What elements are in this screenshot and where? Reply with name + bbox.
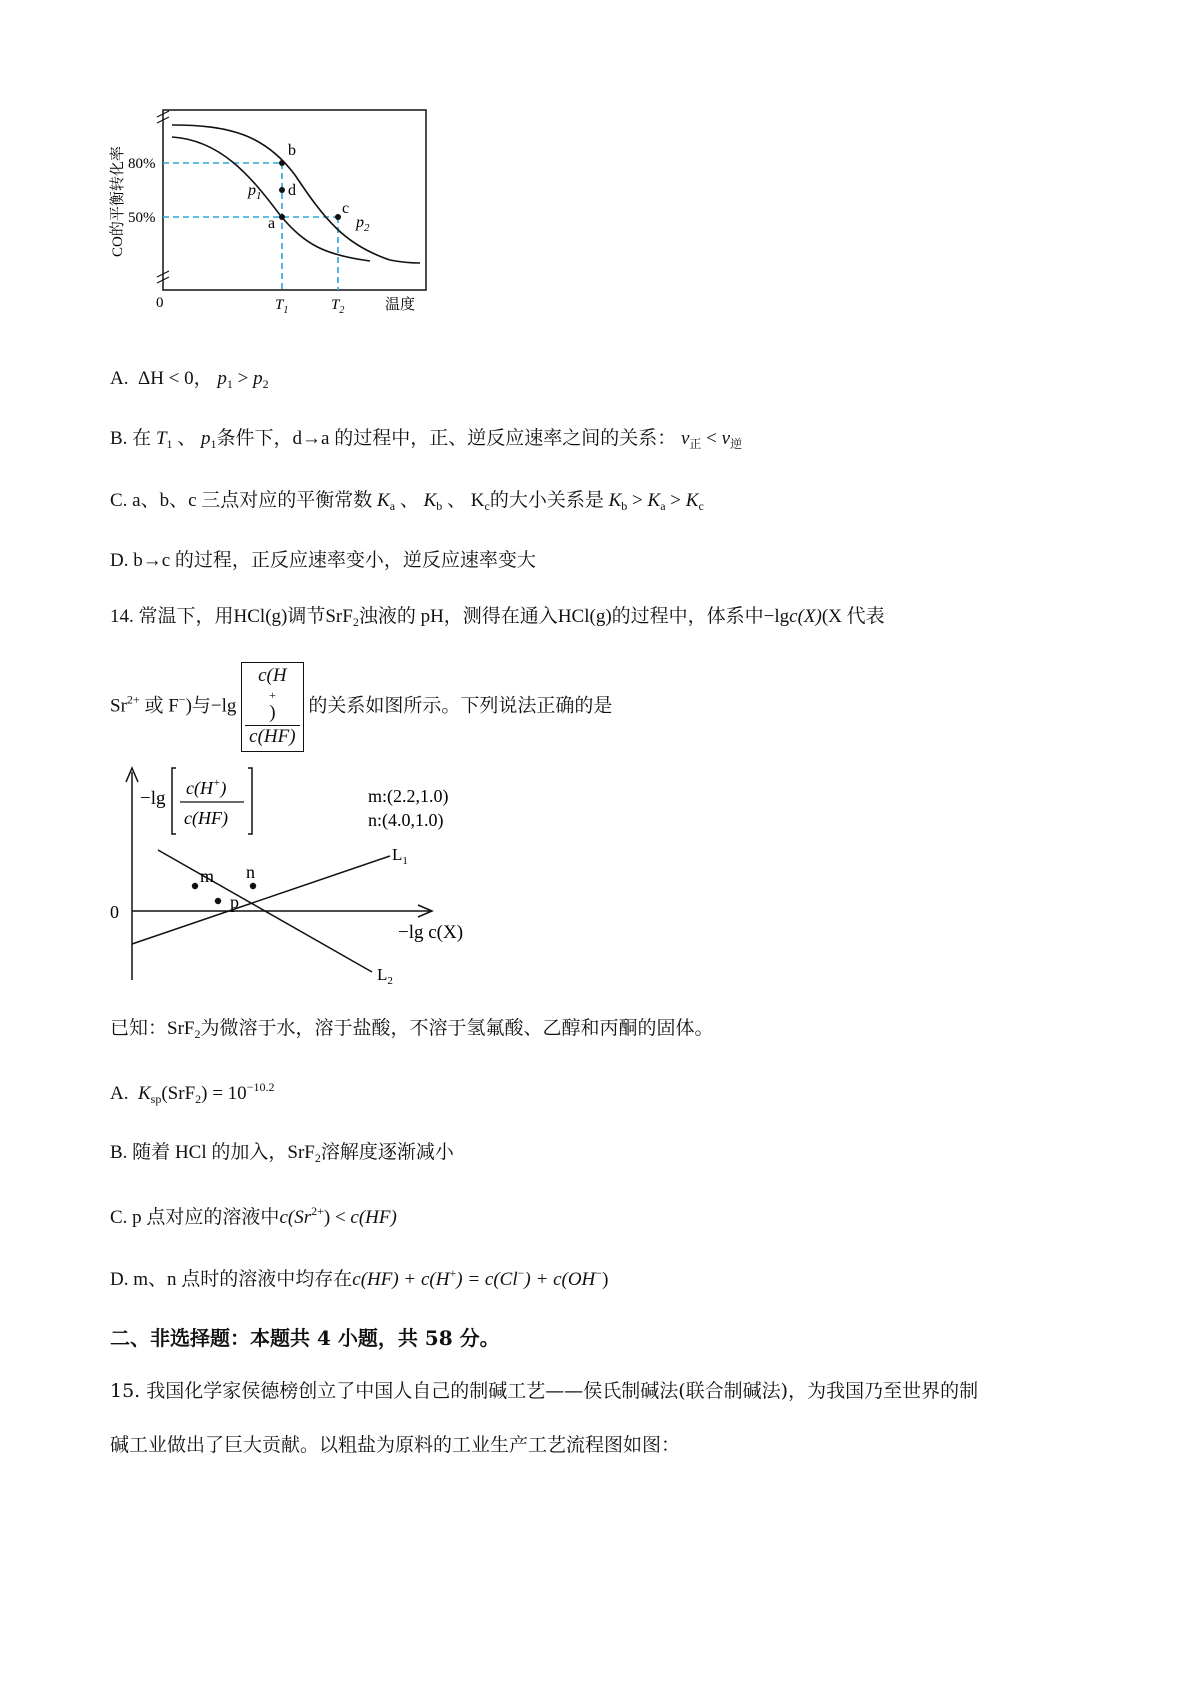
figure-lg-lines: [100, 760, 520, 990]
point-n: [250, 883, 256, 889]
svg-text:c(H+): c(H+): [186, 777, 227, 798]
origin-label: 0: [156, 295, 164, 311]
section-heading: 二、非选择题：本题共 4 小题，共 58 分。: [110, 1326, 500, 1350]
svg-text:p1: $p_1$: [248, 182, 262, 202]
label-a: a: [268, 215, 276, 232]
y-label-prefix: −lg: [140, 788, 166, 809]
point-m: [192, 883, 198, 889]
q13-option-b: B. 在 $T_1$ 、 $p_1$条件下，d→a 的过程中，正、逆反应速率之间的关系： $v_正 < v_逆$: [110, 428, 743, 451]
label-c: c: [342, 200, 350, 217]
svg-text:L1: $L_1$: [392, 845, 408, 867]
tick-T2: T: [331, 297, 340, 313]
x-axis-label: 温度: [385, 297, 416, 313]
y-frac-bottom: c(HF): [184, 808, 228, 828]
point-d: [279, 187, 285, 193]
label-m: m: [200, 866, 215, 886]
q13-option-c: C. a、b、c 三点对应的平衡常数 $K_a$ 、 $K_b$ 、 $K_c$的大小关系是 $K_b > K_a > K_c$: [110, 490, 704, 513]
n-coord: n:(4.0,1.0): [368, 810, 444, 830]
point-a: [279, 214, 285, 220]
y-axis-label: CO的平衡转化率: [110, 146, 126, 257]
origin-0: 0: [110, 902, 119, 922]
label-p1: p: [248, 182, 256, 199]
q14-stem-line2: $Sr^{2+}$ 或 F−)与−lg c(H + ) c(HF) 的关系如图所示。下列说法正确的是: [110, 662, 612, 752]
curve-p2: [172, 125, 420, 263]
m-coord: m:(2.2,1.0): [368, 786, 449, 806]
point-b: [279, 160, 285, 166]
label-L1: L: [392, 845, 403, 864]
q13-option-a: A. ΔH < 0， $p_1 > p_2$: [110, 368, 269, 391]
label-L2: L: [377, 965, 388, 984]
point-p: [215, 898, 221, 904]
point-c: [335, 214, 341, 220]
tick-80: 80%: [128, 156, 156, 172]
tick-T1: T: [275, 297, 284, 313]
q14-option-b: B. 随着 HCl 的加入，SrF$_2$溶解度逐渐减小: [110, 1142, 454, 1165]
label-d: d: [288, 182, 296, 199]
q14-option-a: A. $K_{sp}(SrF_2) = 10^{-10.2}$: [110, 1080, 275, 1106]
q15-line1: 15. 我国化学家侯德榜创立了中国人自己的制碱工艺——侯氏制碱法(联合制碱法)，为我国乃至世界的制: [110, 1380, 979, 1402]
label-p2: p: [356, 214, 364, 231]
curve-p1: [172, 137, 370, 261]
tick-50: 50%: [128, 210, 156, 226]
svg-text:T1: $T_1$: [275, 297, 289, 316]
label-b: b: [288, 142, 296, 159]
figure-co-conversion: [100, 95, 440, 335]
x-label: −lg c(X): [398, 922, 464, 943]
label-p: p: [230, 892, 239, 912]
svg-text:T2: $T_2$: [331, 297, 345, 316]
q15-line2: 碱工业做出了巨大贡献。以粗盐为原料的工业生产工艺流程图如图：: [110, 1434, 681, 1456]
line-L1: [132, 856, 390, 944]
svg-text:L2: $L_2$: [377, 965, 393, 987]
q14-known: 已知：SrF$_2$为微溶于水，溶于盐酸，不溶于氢氟酸、乙醇和丙酮的固体。: [110, 1018, 714, 1041]
q13-option-d: D. b→c 的过程，正反应速率变小，逆反应速率变大: [110, 550, 536, 571]
y-frac-top: c(H: [186, 778, 213, 798]
q14-stem-line1: 14. 常温下，用HCl(g)调节SrF$_2$浊液的 pH，测得在通入HCl(g)的过程中，体系中−lgc(X)(X 代表: [110, 606, 885, 629]
q14-option-c: C. p 点对应的溶液中$c(Sr^{2+}) < c(HF)$: [110, 1204, 397, 1228]
q14-option-d: D. m、n 点时的溶液中均存在c(HF) + c(H+) = c(Cl−) + c(OH−): [110, 1266, 609, 1290]
label-n: n: [246, 862, 255, 882]
svg-text:p2: $p_2$: [356, 214, 370, 234]
